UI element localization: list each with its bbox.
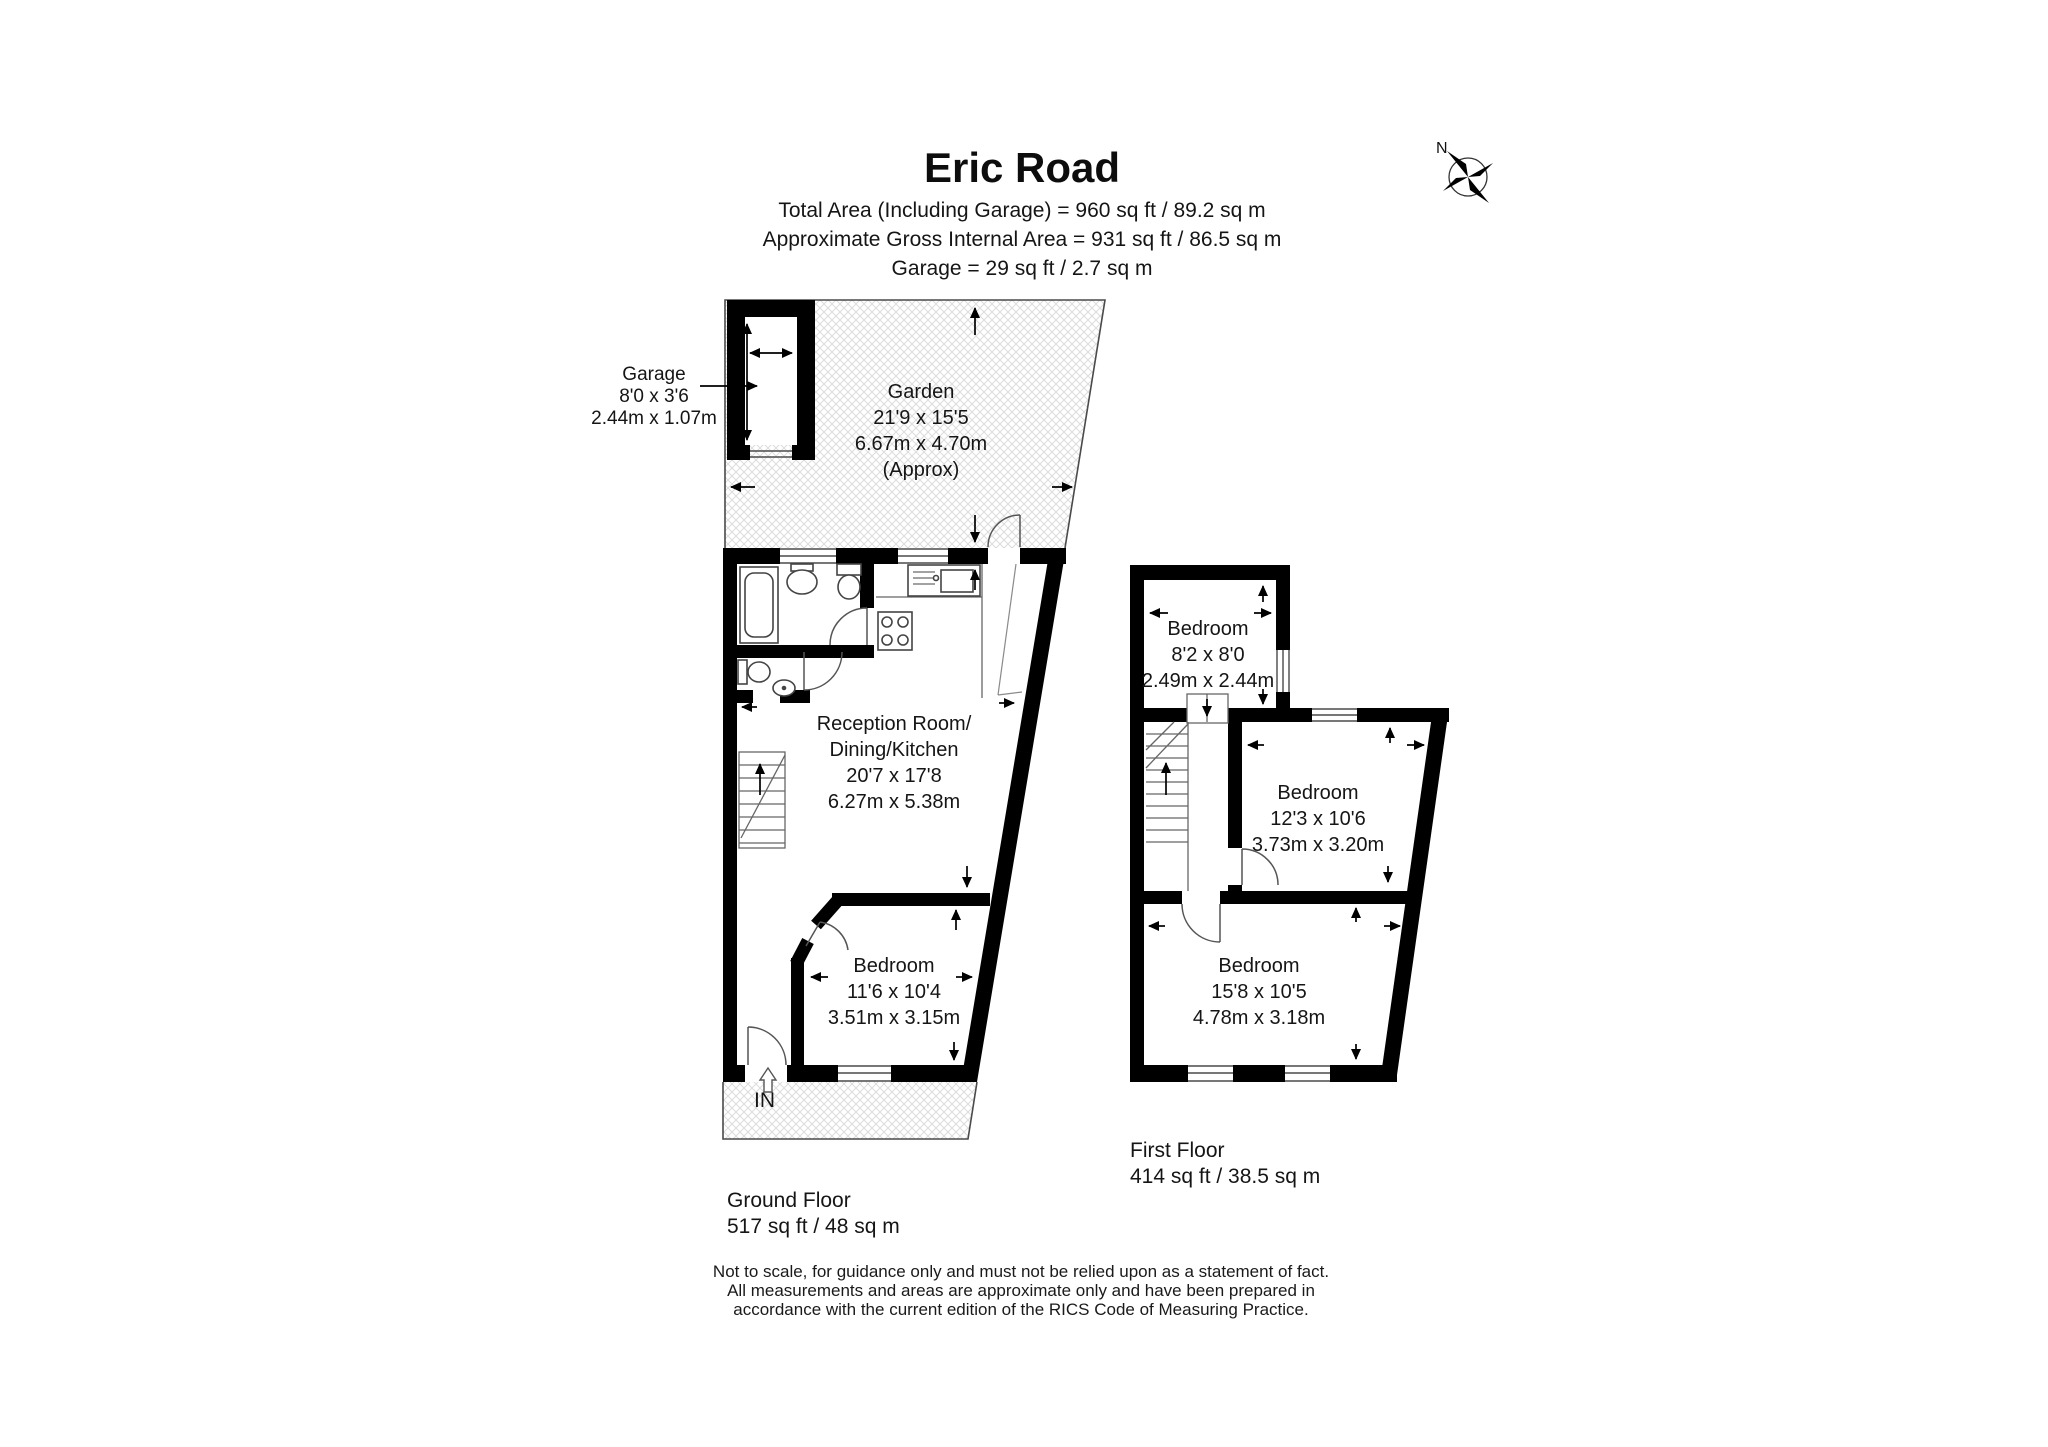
total-area-line: Total Area (Including Garage) = 960 sq ft / 89.2 sq m xyxy=(778,199,1266,222)
ff-middle-bedroom-dims-imperial: 12'3 x 10'6 xyxy=(1270,808,1366,830)
gf-bedroom-name: Bedroom xyxy=(853,955,935,977)
garage-label xyxy=(591,364,717,430)
bathroom-toilet-icon xyxy=(837,564,861,599)
disclaimer-line1: Not to scale, for guidance only and must not be relied upon as a statement of fact. xyxy=(712,1262,1330,1281)
ff-small-bedroom-name: Bedroom xyxy=(1167,618,1249,640)
ff-small-bedroom-label xyxy=(1142,616,1274,694)
garage-name: Garage xyxy=(622,364,686,385)
page-title: Eric Road xyxy=(923,144,1121,191)
ff-middle-bedroom-dims-metric: 3.73m x 3.20m xyxy=(1251,834,1385,856)
garden-dims-imperial: 21'9 x 15'5 xyxy=(873,407,969,429)
kitchen-hob-icon xyxy=(878,612,912,650)
first-floor-area: 414 sq ft / 38.5 sq m xyxy=(1130,1165,1321,1188)
gf-bedroom-label xyxy=(828,953,960,1031)
ff-large-bedroom-dims-imperial: 15'8 x 10'5 xyxy=(1211,981,1307,1003)
ff-small-bedroom-dims-imperial: 8'2 x 8'0 xyxy=(1171,644,1245,666)
entrance-in-label: IN xyxy=(754,1089,775,1112)
reception-dims-imperial: 20'7 x 17'8 xyxy=(846,765,942,787)
garden-approx-note: (Approx) xyxy=(882,459,960,481)
ground-floor-name: Ground Floor xyxy=(727,1189,851,1212)
ground-floor-label xyxy=(727,1188,900,1240)
garage-dims-imperial: 8'0 x 3'6 xyxy=(619,386,689,407)
bathroom-basin-icon xyxy=(787,564,817,594)
compass-north-label: N xyxy=(1436,140,1448,157)
ground-floor-area: 517 sq ft / 48 sq m xyxy=(727,1215,900,1238)
first-floor-label xyxy=(1130,1138,1320,1190)
ff-large-bedroom-label xyxy=(1193,953,1325,1031)
garage-dims-metric: 2.44m x 1.07m xyxy=(591,408,717,429)
garage-structure xyxy=(727,300,815,460)
disclaimer xyxy=(713,1262,1329,1319)
ff-middle-bedroom-name: Bedroom xyxy=(1277,782,1359,804)
wc-toilet-icon xyxy=(738,660,770,684)
reception-label xyxy=(817,711,972,815)
ff-large-bedroom-dims-metric: 4.78m x 3.18m xyxy=(1192,1007,1326,1029)
area-summary xyxy=(763,196,1282,283)
reception-name-line1: Reception Room/ xyxy=(816,713,972,735)
garage-area-line: Garage = 29 sq ft / 2.7 sq m xyxy=(891,257,1153,280)
ff-large-bedroom-door xyxy=(1182,904,1220,942)
gf-bedroom-dims-metric: 3.51m x 3.15m xyxy=(827,1007,961,1029)
disclaimer-line2: All measurements and areas are approximate only and have been prepared in xyxy=(727,1281,1315,1300)
ff-stairs xyxy=(1146,722,1188,891)
gross-internal-area-line: Approximate Gross Internal Area = 931 sq ft / 86.5 sq m xyxy=(762,228,1282,251)
gf-bedroom-dims-imperial: 11'6 x 10'4 xyxy=(846,981,942,1003)
compass-icon xyxy=(1443,151,1493,203)
garden-name: Garden xyxy=(887,381,955,403)
ff-small-bedroom-dims-metric: 2.49m x 2.44m xyxy=(1141,670,1275,692)
garden-dims-metric: 6.67m x 4.70m xyxy=(854,433,988,455)
wc-basin-icon xyxy=(773,680,795,696)
reception-name-line2: Dining/Kitchen xyxy=(829,739,959,761)
kitchen-sink-icon xyxy=(908,565,980,596)
garden-label xyxy=(855,379,987,483)
reception-dims-metric: 6.27m x 5.38m xyxy=(827,791,961,813)
ff-large-bedroom-name: Bedroom xyxy=(1218,955,1300,977)
first-floor-name: First Floor xyxy=(1130,1139,1225,1162)
ff-middle-bedroom-label xyxy=(1252,780,1384,858)
disclaimer-line3: accordance with the current edition of the RICS Code of Measuring Practice. xyxy=(733,1300,1309,1319)
bathtub-icon xyxy=(740,567,778,643)
